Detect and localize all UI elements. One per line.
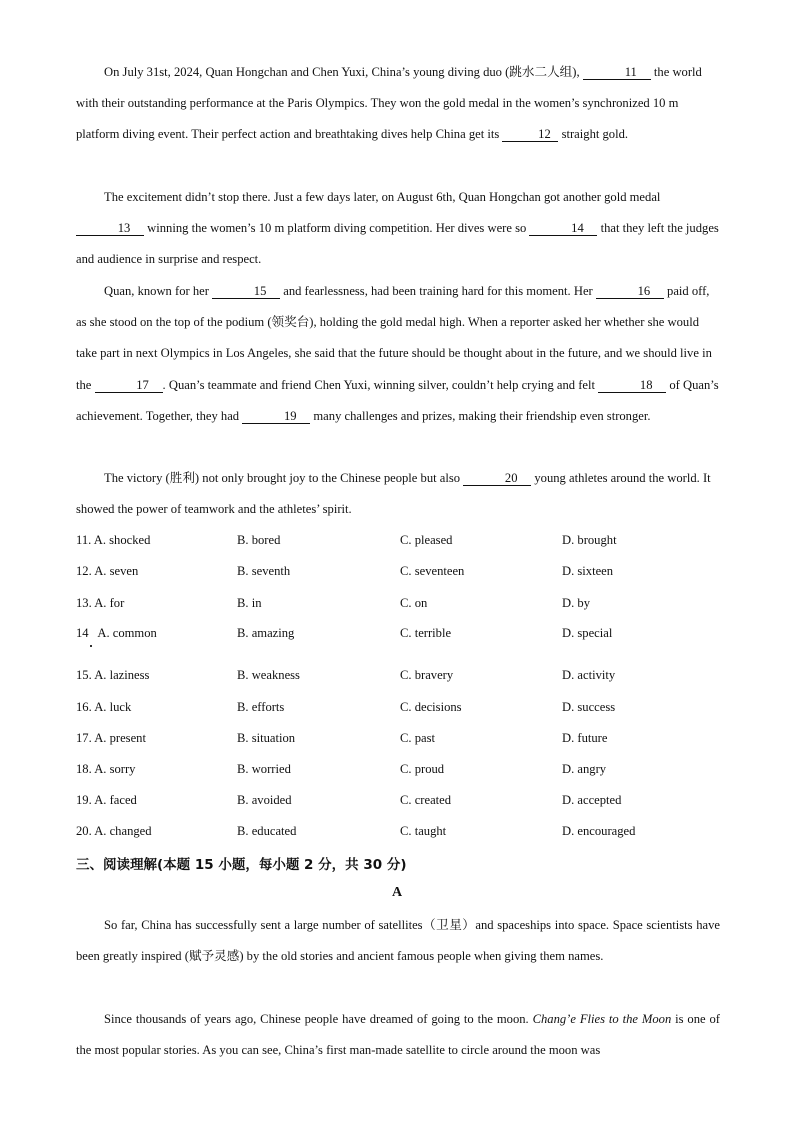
question-row-19 (76, 793, 736, 813)
option-a: 13. A. for (76, 596, 125, 610)
question-row-20 (76, 824, 736, 844)
cloze-text: that they left the judges and audience in surprise and respect. (76, 221, 719, 267)
option-b: B. amazing (237, 626, 295, 640)
blank-17: 17 (95, 378, 163, 393)
cloze-text: the world with their outstanding performance at the Paris Olympics. They won the gold medal in the women’s synchronized 10 m platform diving event. Their perfect action and breathtaking dives help China get its (76, 65, 702, 142)
cloze-text: The victory (胜利) not only brought joy to the Chinese people but also (104, 471, 464, 485)
blank-15: 15 (212, 284, 280, 299)
cloze-text: The excitement didn’t stop there. Just a few days later, on August 6th, Quan Hongchan got another gold medal (104, 190, 661, 204)
option-c: C. terrible (400, 626, 452, 640)
option-a: 18. A. sorry (76, 762, 136, 776)
question-row-18 (76, 762, 736, 782)
option-d: D. special (562, 626, 613, 640)
option-b: B. educated (237, 824, 297, 838)
option-c: C. on (400, 596, 428, 610)
option-a: 20. A. changed (76, 824, 152, 838)
story-title: Chang’e Flies to the Moon (532, 1012, 672, 1026)
option-c: C. proud (400, 762, 445, 776)
option-c: C. seventeen (400, 564, 465, 578)
blank-16: 16 (596, 284, 664, 299)
option-b: B. seventh (237, 564, 291, 578)
blank-18: 18 (598, 378, 666, 393)
option-d: D. sixteen (562, 564, 614, 578)
option-a: 14 A. common (76, 626, 157, 640)
cloze-paragraph-2 (76, 182, 720, 276)
question-row-11 (76, 533, 736, 553)
cloze-paragraph-3 (76, 276, 720, 432)
option-d: D. success (562, 700, 616, 714)
option-b: B. weakness (237, 668, 300, 682)
cloze-text: paid off, as she stood on the top of the podium (领奖台), holding the gold medal high. When a reporter asked her whether she would take part in next Olympics in Los Angeles, she said that the future should be thought about in the future, and we should live in the (76, 284, 712, 392)
cloze-text: young athletes around the world. It showed the power of teamwork and the athletes’ spirit. (76, 471, 711, 517)
cloze-paragraph-4 (76, 463, 720, 525)
option-a: 17. A. present (76, 731, 146, 745)
option-b: B. in (237, 596, 262, 610)
option-a: 15. A. laziness (76, 668, 150, 682)
question-row-13 (76, 596, 736, 616)
blank-11: 11 (583, 65, 651, 80)
option-a: 12. A. seven (76, 564, 139, 578)
option-c: C. past (400, 731, 435, 745)
option-b: B. worried (237, 762, 291, 776)
option-d: D. future (562, 731, 608, 745)
cloze-text: straight gold. (558, 127, 629, 142)
cloze-text: and fearlessness, had been training hard for this moment. Her (280, 284, 596, 298)
cloze-text: winning the women’s 10 m platform diving competition. Her dives were so (144, 221, 530, 236)
cloze-text: . Quan’s teammate and friend Chen Yuxi, winning silver, couldn’t help crying and felt (162, 377, 599, 392)
question-row-14 (76, 626, 736, 646)
reading-paragraph-1: So far, China has successfully sent a large number of satellites（卫星）and spaceships into space. Space scientists have been greatly inspired (赋予灵感) by the old stories and ancient famous people when giving them names. (76, 918, 720, 964)
option-c: C. created (400, 793, 452, 807)
option-d: D. accepted (562, 793, 622, 807)
option-c: C. pleased (400, 533, 453, 547)
option-b: B. situation (237, 731, 296, 745)
option-c: C. decisions (400, 700, 462, 714)
option-a: 19. A. faced (76, 793, 137, 807)
blank-14: 14 (529, 221, 597, 236)
option-a: 16. A. luck (76, 700, 132, 714)
passage-letter: A (391, 885, 403, 900)
question-row-15 (76, 668, 736, 688)
section-title: 三、阅读理解(本题 15 小题，每小题 2 分，共 30 分) (76, 857, 407, 873)
reading-text: Since thousands of years ago, Chinese people have dreamed of going to the moon. (104, 1012, 533, 1026)
reading-paragraph-2 (76, 1004, 720, 1066)
option-d: D. activity (562, 668, 616, 682)
stray-dot (90, 645, 92, 647)
blank-20: 20 (463, 471, 531, 486)
option-b: B. efforts (237, 700, 285, 714)
blank-13: 13 (76, 221, 144, 236)
option-b: B. avoided (237, 793, 292, 807)
blank-12: 12 (502, 127, 558, 142)
cloze-text: of Quan’s achievement. Together, they had (76, 377, 719, 423)
cloze-text: On July 31st, 2024, Quan Hongchan and Chen Yuxi, China’s young diving duo (跳水二人组), (104, 65, 583, 79)
reading-text: is one of the most popular stories. As you can see, China’s first man-made satellite to circle around the moon was (76, 1012, 720, 1058)
option-d: D. angry (562, 762, 607, 776)
option-d: D. brought (562, 533, 617, 547)
cloze-text: Quan, known for her (104, 284, 213, 298)
question-row-12 (76, 564, 736, 584)
question-row-17 (76, 731, 736, 751)
question-row-16 (76, 700, 736, 720)
option-b: B. bored (237, 533, 281, 547)
option-c: C. taught (400, 824, 447, 838)
cloze-paragraph-1 (76, 57, 720, 151)
option-a: 11. A. shocked (76, 533, 151, 547)
cloze-text: many challenges and prizes, making their friendship even stronger. (310, 408, 651, 423)
option-d: D. encouraged (562, 824, 636, 838)
blank-19: 19 (242, 409, 310, 424)
option-d: D. by (562, 596, 590, 610)
option-c: C. bravery (400, 668, 454, 682)
